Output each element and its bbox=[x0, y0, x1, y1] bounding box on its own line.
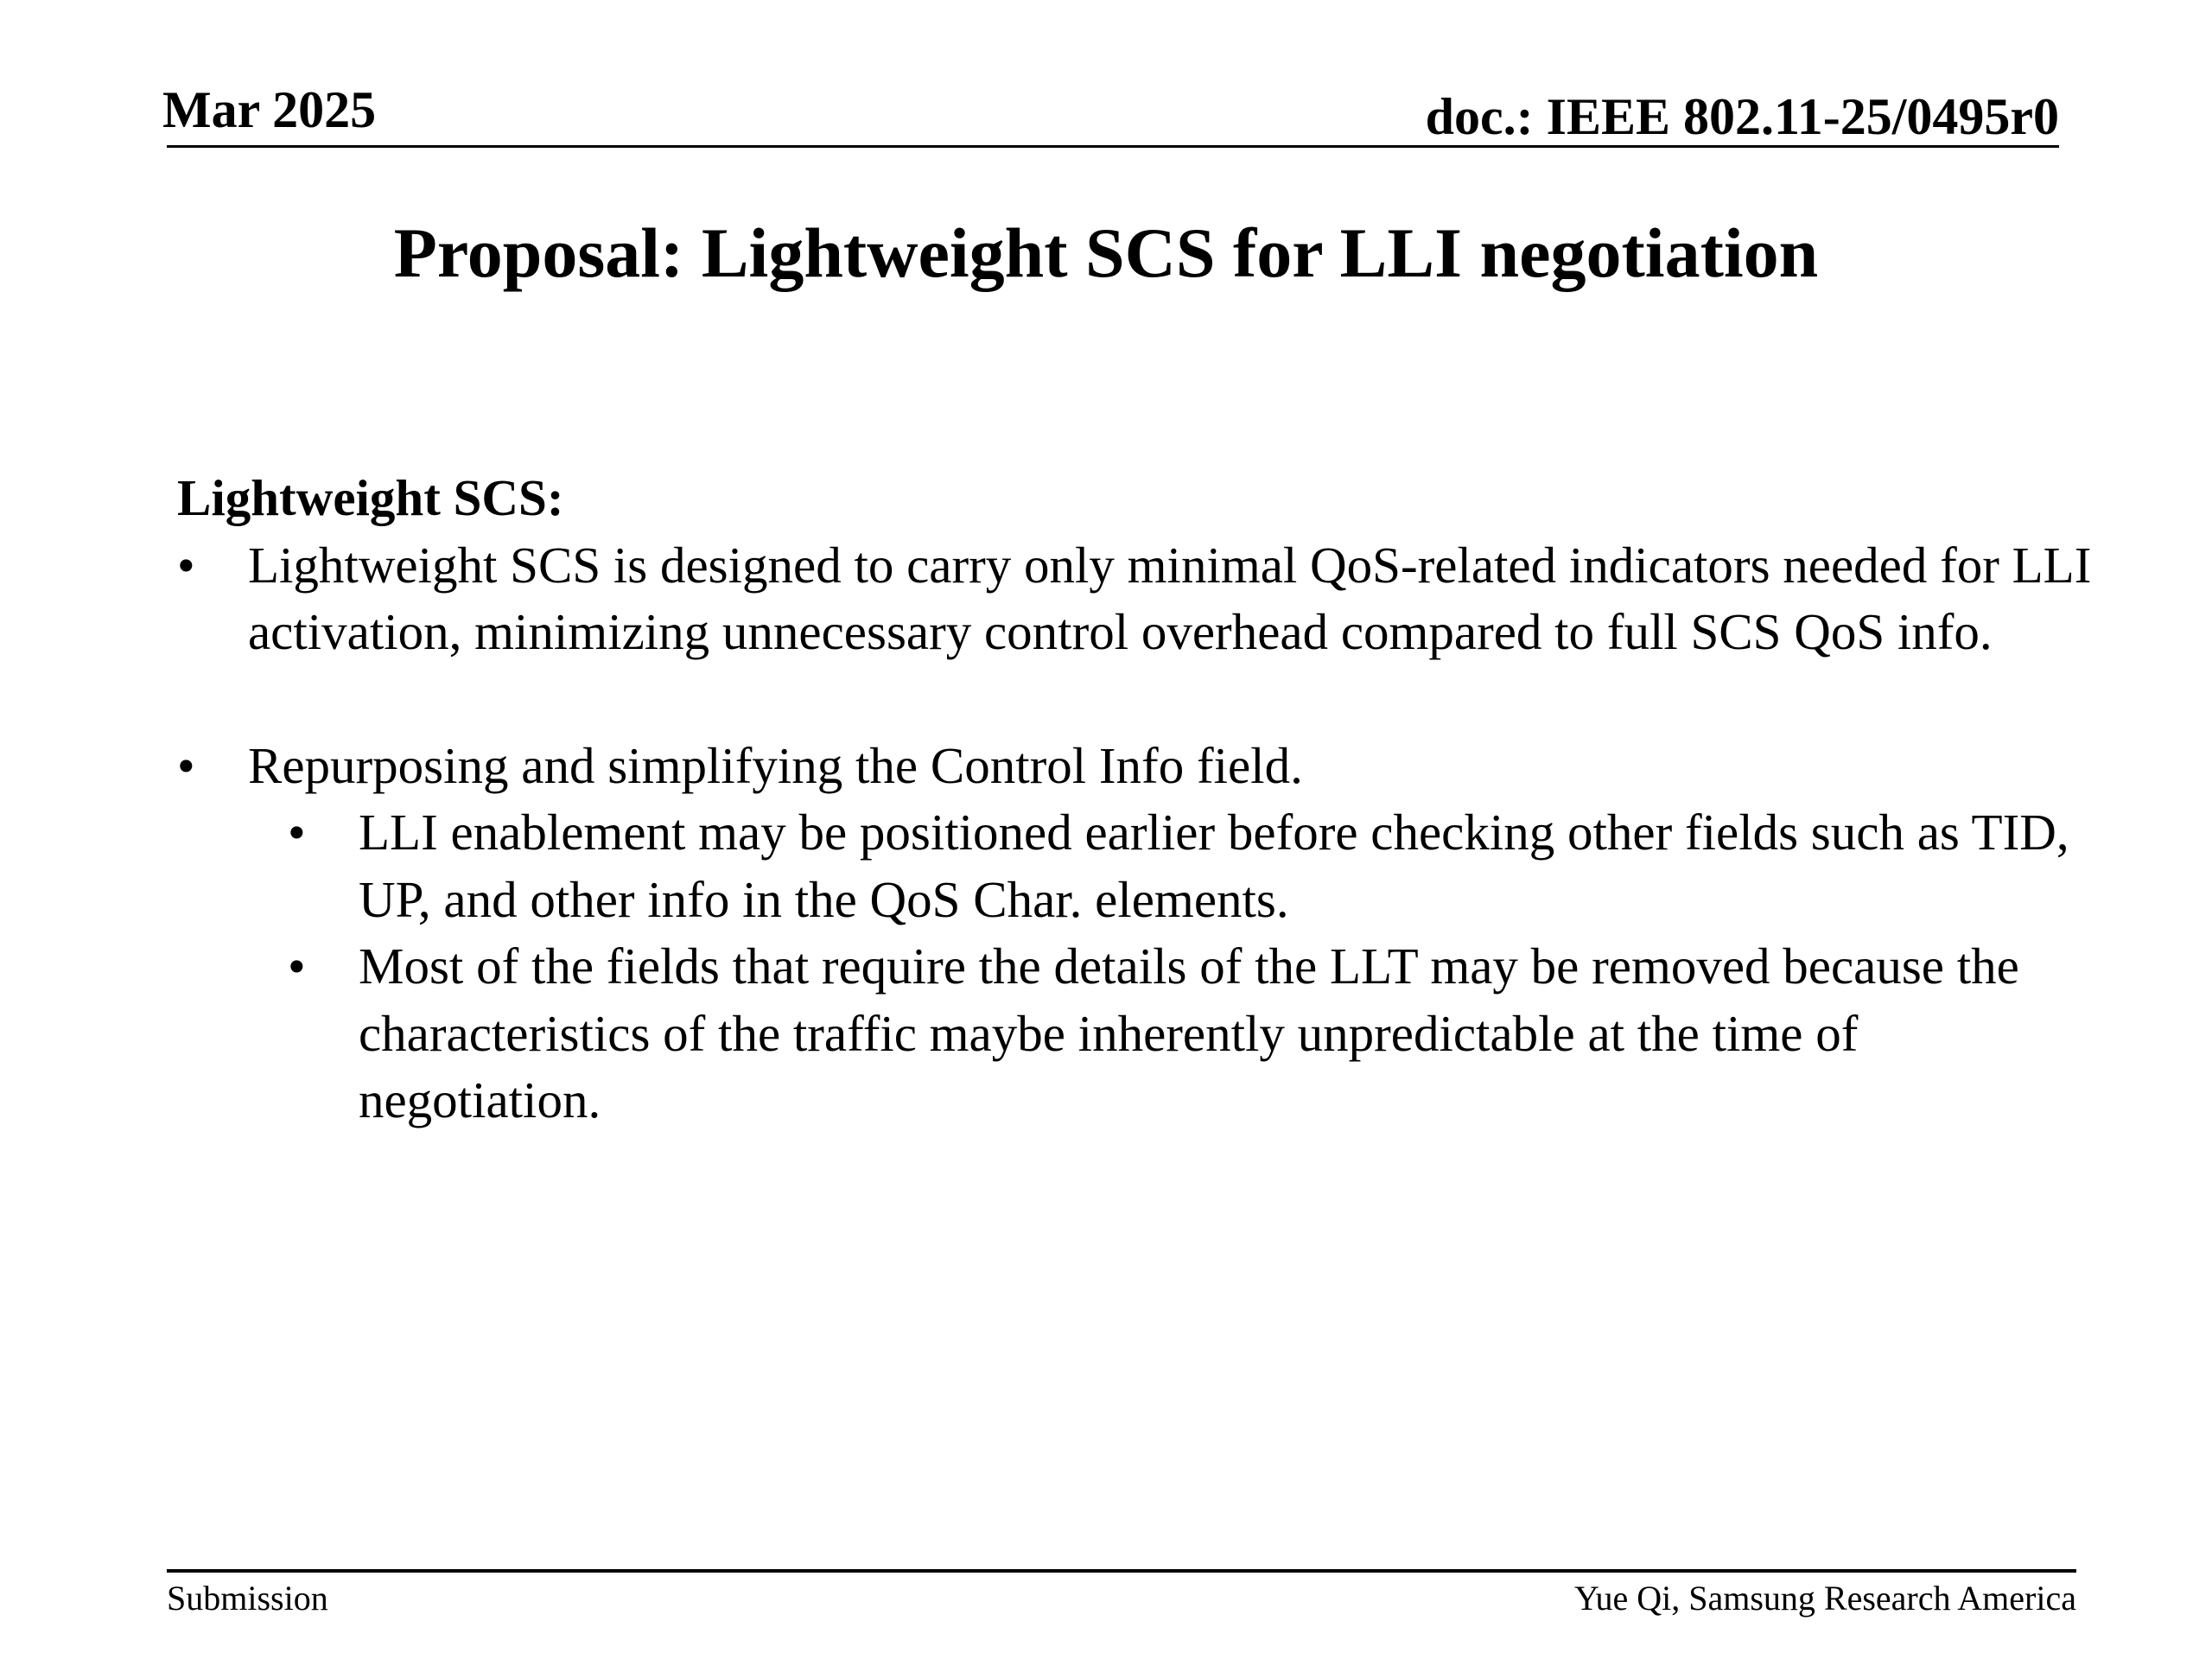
sub-bullet-text: LLI enablement may be positioned earlier before checking other fields such as TID, UP, and other info in the QoS Char. elements. bbox=[359, 804, 2069, 928]
header-doc-id: doc.: IEEE 802.11-25/0495r0 bbox=[1425, 88, 2059, 145]
sub-bullet-text: Most of the fields that require the details of the LLT may be removed because the characteristics of the traffic maybe inherently unpredictable at the time of negotiation. bbox=[359, 938, 2019, 1128]
bullet-text: Lightweight SCS is designed to carry only minimal QoS-related indicators needed for LLI activation, minimizing unnecessary control overhead compared to full SCS QoS info. bbox=[248, 536, 2092, 660]
footer-author: Yue Qi, Samsung Research America bbox=[1574, 1579, 2076, 1618]
bullet-item bbox=[177, 532, 2113, 666]
header-divider bbox=[167, 145, 2059, 148]
spacer bbox=[177, 666, 2113, 733]
slide-body bbox=[177, 465, 2113, 1135]
section-heading: Lightweight SCS: bbox=[177, 469, 564, 526]
slide-title: Proposal: Lightweight SCS for LLI negotiation bbox=[393, 213, 1819, 292]
bullet-item bbox=[177, 733, 2113, 800]
header-date: Mar 2025 bbox=[162, 81, 377, 138]
bullet-dot: • bbox=[177, 536, 195, 594]
footer-divider bbox=[167, 1569, 2076, 1573]
bullet-text: Repurposing and simplifying the Control Info field. bbox=[248, 736, 1303, 794]
sub-bullet-dot: • bbox=[288, 938, 306, 995]
bullet-dot: • bbox=[177, 736, 195, 794]
sub-bullet-item bbox=[288, 799, 2113, 933]
sub-bullet-item bbox=[288, 933, 2113, 1135]
sub-bullet-dot: • bbox=[288, 804, 306, 861]
footer-submission: Submission bbox=[167, 1579, 328, 1618]
